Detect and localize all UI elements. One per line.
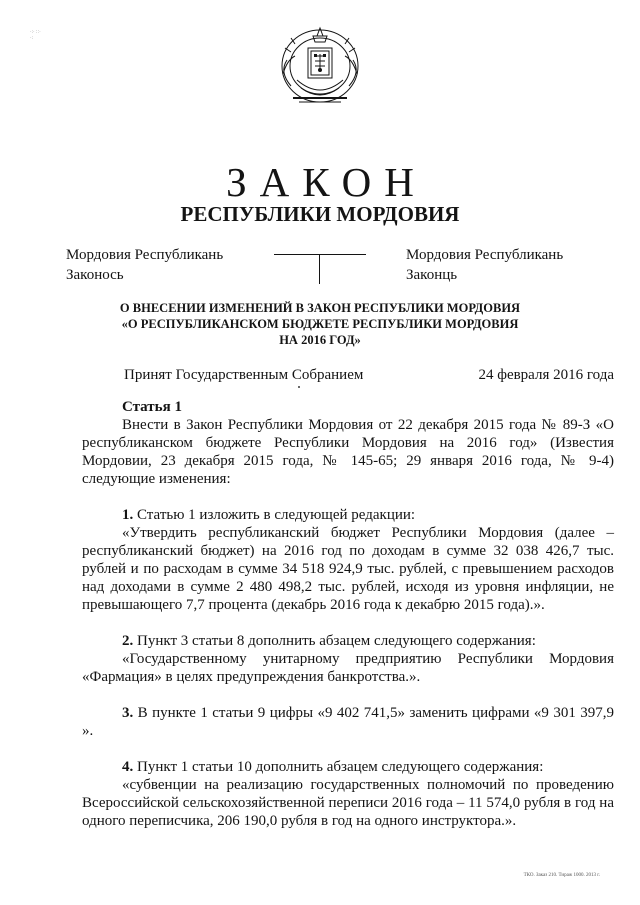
header-right-line1: Мордовия Республикань bbox=[406, 247, 564, 263]
law-heading-line2: «О РЕСПУБЛИКАНСКОМ БЮДЖЕТЕ РЕСПУБЛИКИ МОРДОВИЯ bbox=[121, 317, 519, 331]
article-title: Статья 1 bbox=[122, 399, 182, 415]
law-heading bbox=[100, 300, 540, 348]
scan-dot bbox=[298, 386, 300, 388]
item-3-lead-text: В пункте 1 статьи 9 цифры «9 402 741,5» заменить цифрами «9 301 397,9 ». bbox=[82, 705, 614, 739]
print-imprint: ТКО. Заказ 210. Тираж 1000. 2013 г. bbox=[523, 873, 600, 878]
adopted-date: 24 февраля 2016 года bbox=[478, 367, 614, 383]
law-heading-line1: О ВНЕСЕНИИ ИЗМЕНЕНИЙ В ЗАКОН РЕСПУБЛИКИ МОРДОВИЯ bbox=[119, 301, 521, 315]
item-1-text: «Утвердить республиканский бюджет Республики Мордовия (далее – республиканский бюджет) на 2016 год по доходам в сумме 32 038 426,7 тыс. рублей и по расходам в сумме 34 518 924,9 тыс. рублей, с превышением расходов над доходами в сумме 2 480 498,2 тыс. рублей, исходя из уровня инфляции, не превышающего 7,7 процента (декабрь 2016 года к декабрю 2015 года).». bbox=[82, 525, 614, 613]
item-1-lead-text: Статью 1 изложить в следующей редакции: bbox=[137, 507, 416, 523]
header-separator-vertical bbox=[319, 254, 320, 284]
item-1-lead bbox=[82, 506, 614, 524]
item-2-number: 2. bbox=[122, 633, 134, 649]
item-4-text: «субвенции на реализацию государственных полномочий по проведению Всероссийской сельскохозяйственной переписи 2016 года – 11 574,0 рубля в год на одного переписчика, 206 190,0 рубля в год на одного инструктора.». bbox=[82, 777, 614, 829]
item-2-lead bbox=[82, 632, 614, 650]
header-left-caption bbox=[66, 245, 223, 285]
header-separator-horizontal bbox=[274, 254, 366, 255]
item-3-number: 3. bbox=[122, 705, 134, 721]
law-subtitle: РЕСПУБЛИКИ МОРДОВИЯ bbox=[180, 202, 460, 226]
item-4-number: 4. bbox=[122, 759, 134, 775]
law-title: ЗАКОН bbox=[226, 159, 427, 205]
corner-scan-mark: ·:· ∷· ·: bbox=[30, 30, 41, 41]
adopted-by: Принят Государственным Собранием bbox=[124, 367, 364, 383]
item-2-text: «Государственному унитарному предприятию Республики Мордовия «Фармация» в целях предупреждения банкротства.». bbox=[82, 651, 614, 685]
header-right-caption bbox=[406, 245, 563, 285]
law-heading-line3: НА 2016 ГОД» bbox=[279, 333, 361, 347]
article-intro: Внести в Закон Республики Мордовия от 22 декабря 2015 года № 89-З «О республиканском бюджете Республики Мордовия на 2016 год» (Известия Мордовии, 23 декабря 2015 года, № 145-65; 29 января 2016 года, № 9-4) следующие изменения: bbox=[82, 417, 614, 487]
item-4-lead-text: Пункт 1 статьи 10 дополнить абзацем следующего содержания: bbox=[137, 759, 544, 775]
article-body bbox=[82, 398, 614, 830]
coat-of-arms-of-mordovia-icon bbox=[275, 18, 365, 110]
header-left-line2: Законось bbox=[66, 267, 124, 283]
header-right-line2: Законць bbox=[406, 267, 458, 283]
item-1-number: 1. bbox=[122, 507, 134, 523]
item-4-lead bbox=[82, 758, 614, 776]
item-3-lead bbox=[82, 704, 614, 740]
item-2-lead-text: Пункт 3 статьи 8 дополнить абзацем следующего содержания: bbox=[137, 633, 536, 649]
header-left-line1: Мордовия Республикань bbox=[66, 247, 224, 263]
